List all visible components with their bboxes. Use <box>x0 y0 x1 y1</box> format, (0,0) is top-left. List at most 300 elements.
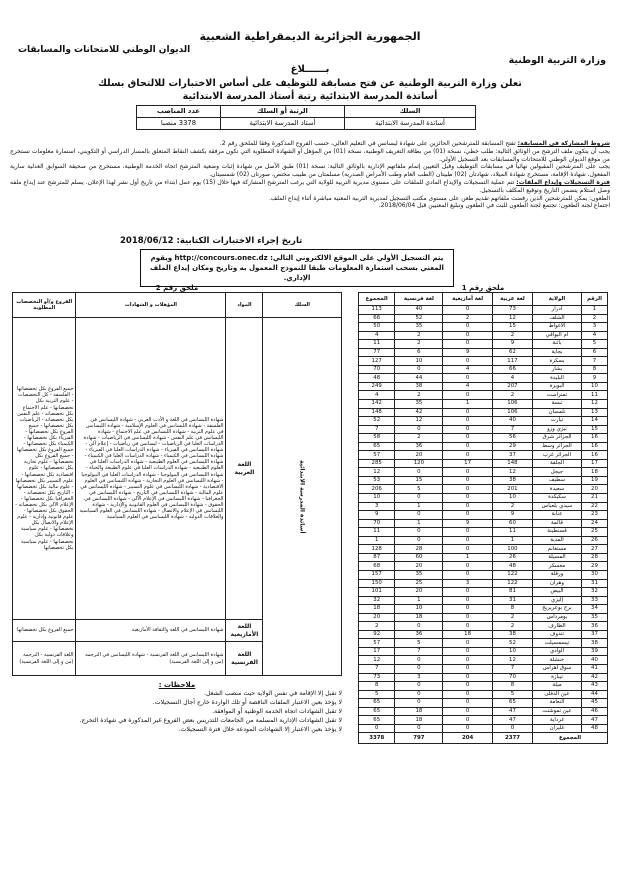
table-row <box>359 690 608 699</box>
annex2-degrees-arabic: شهادة الليسانس في اللغة و الأدب العربي - شهادة الليسانس في الفلسفة - شهادة الليسانس في العلوم الإسلامية - شهادة الليسانس في علوم التربية - شهادة الليسانس في علم الاجتماع - شهادة الليسانس في علم النفس - شهادة الليسانس في الرياضيات - شهادة الدراسات العليا في الرياضيات - ليسانس في رياضيات - إعلام آلي - شهادة الليسانس في الفيزياء - شهادة الدراسات العليا في الفيزياء - شهادة الليسانس في الكيمياء - شهادة الدراسات العليا في الكيمياء - شهادة الليسانس في العلوم الطبيعية - شهادة الدراسات العليا في العلوم الطبيعية - شهادة الدراسات العليا في علوم الطبيعة والحياة - شهادة الليسانس في البيولوجيا - شهادة الدراسات العليا في البيولوجيا - شهادة الليسانس في العلوم التجارية - شهادة الليسانس في العلوم الاقتصادية - شهادة الليسانس في علوم التسيير - شهادة الليسانس في علوم المالية - شهادة الليسانس في التاريخ - شهادة الليسانس في الجغرافيا - شهادة الليسانس في الإعلام الآلي - شهادة الليسانس في الحقوق - شهادة الليسانس في العلوم القانونية والإدارية - شهادة الليسانس في الإعلام والاتصال - شهادة الليسانس في العلوم السياسية والعلاقات الدولية - شهادة الليسانس في العلوم السياسية <box>76 318 226 620</box>
wilaya-name: بومرداس <box>533 613 582 622</box>
annex1-table <box>358 292 608 744</box>
french-count: 40 <box>395 306 443 315</box>
wilaya-name: الأغواط <box>533 323 582 332</box>
wilaya-name: تيبازة <box>533 673 582 682</box>
row-number: 46 <box>581 707 607 716</box>
registration-line2: المعني بسحب استمارة المعلومات طبقا للنموذج المعمول به وتاريخ ومكان إيداع الملف الإداري. <box>150 264 444 283</box>
row-number: 9 <box>581 374 607 383</box>
amazigh-count: 0 <box>443 690 492 699</box>
wilaya-name: تيزي وزو <box>533 425 582 434</box>
wilaya-name: سوق أهراس <box>533 664 582 673</box>
posts-header-rank: الرتبة أو السلك <box>220 106 344 118</box>
republic-header: الجمهورية الجزائرية الديمقراطية الشعبية <box>199 30 421 43</box>
arabic-count: 2 <box>492 331 532 340</box>
appeals-committee-text: اجتماع لجنة الطعون: تجتمع لجنة الطعون للبت في الطعون وتبليغ المعنيين قبل 2018/06/04. <box>378 202 610 210</box>
amazigh-count: 0 <box>443 494 492 503</box>
table-row <box>359 306 608 315</box>
french-count: 5 <box>395 485 443 494</box>
arabic-count: 26 <box>492 553 532 562</box>
table-row <box>359 340 608 349</box>
table-row <box>359 656 608 665</box>
french-count: 42 <box>395 408 443 417</box>
total-count: 8 <box>359 682 395 691</box>
table-row <box>359 511 608 520</box>
posts-count: 3378 منصبا <box>137 118 221 130</box>
posts-corps: أساتذة المدرسة الابتدائية <box>345 118 476 130</box>
annex2-subject-amazigh: اللغة الأمازيغية <box>226 620 263 642</box>
table-row <box>359 502 608 511</box>
table-row <box>359 494 608 503</box>
table-row <box>359 570 608 579</box>
announcement-title-line1: تعلن وزارة التربية الوطنية عن فتح مسابقة للتوظيف على أساس الاختبارات للالتحاق بسلك <box>98 78 522 89</box>
arabic-count: 70 <box>492 673 532 682</box>
row-number: 29 <box>581 562 607 571</box>
arabic-count: 106 <box>492 400 532 409</box>
wilaya-name: مستغانم <box>533 545 582 554</box>
table-row <box>359 519 608 528</box>
french-count: 25 <box>395 579 443 588</box>
table-row <box>359 707 608 716</box>
row-number: 34 <box>581 605 607 614</box>
amazigh-count: 4 <box>443 382 492 391</box>
wilaya-name: بشار <box>533 365 582 374</box>
wilaya-name: سيدي بلعباس <box>533 502 582 511</box>
total-count: 113 <box>359 306 395 315</box>
wilaya-name: سطيف <box>533 476 582 485</box>
annex1-header-wilaya: الولاية <box>533 293 582 306</box>
total-count: 128 <box>359 545 395 554</box>
wilaya-name: عين تموشنت <box>533 707 582 716</box>
amazigh-count: 0 <box>443 562 492 571</box>
wilaya-name: برج بوعريريج <box>533 605 582 614</box>
annex2-header-subject: المواد <box>226 293 263 318</box>
row-number: 43 <box>581 682 607 691</box>
row-number: 10 <box>581 382 607 391</box>
notes-title: ملاحظات : <box>158 681 196 689</box>
french-count: 44 <box>395 374 443 383</box>
amazigh-count: 3 <box>443 579 492 588</box>
wilaya-name: الوادي <box>533 647 582 656</box>
amazigh-count: 0 <box>443 451 492 460</box>
wilaya-name: أدرار <box>533 306 582 315</box>
announcement-heading: بــــــلاغ <box>290 64 330 75</box>
arabic-count: 52 <box>492 639 532 648</box>
wilaya-name: تمنراست <box>533 391 582 400</box>
total-count: 73 <box>359 673 395 682</box>
arabic-count: 2 <box>492 391 532 400</box>
row-number: 40 <box>581 656 607 665</box>
table-row <box>359 442 608 451</box>
note-item: لا تقبل الشهادات الإدارية المسلمة من الجامعات للتدريس بعض الفروع غير المذكورة في شهادة التخرج. <box>79 717 342 725</box>
french-count: 0 <box>395 724 443 733</box>
arabic-count: 81 <box>492 588 532 597</box>
amazigh-count: 0 <box>443 434 492 443</box>
row-number: 41 <box>581 664 607 673</box>
wilaya-name: تلمسان <box>533 408 582 417</box>
wilaya-name: سعيدة <box>533 485 582 494</box>
table-row <box>359 613 608 622</box>
amazigh-count: 9 <box>443 348 492 357</box>
note-item: لا يؤخذ بعين الاعتبار إلا الشهادات المودعة خلال فترة التسجيلات. <box>178 726 342 734</box>
wilaya-name: المسيلة <box>533 553 582 562</box>
row-number: 39 <box>581 647 607 656</box>
amazigh-count: 0 <box>443 323 492 332</box>
arabic-count: 60 <box>492 519 532 528</box>
arabic-count: 4 <box>492 374 532 383</box>
arabic-count: 8 <box>492 682 532 691</box>
table-row <box>359 716 608 725</box>
posts-rank: أستاذ المدرسة الابتدائية <box>220 118 344 130</box>
wilaya-name: المدية <box>533 536 582 545</box>
annex1-header-num: الرقم <box>581 293 607 306</box>
table-row <box>359 391 608 400</box>
french-count: 12 <box>395 417 443 426</box>
french-count: 2 <box>395 434 443 443</box>
wilaya-name: عين الدفلى <box>533 690 582 699</box>
annex1-header-french: لغة فرنسية <box>395 293 443 306</box>
note-item: لا تقبل الشهادات اتجاه الخدمة الوطنية أو الموافقة. <box>212 708 342 716</box>
wilaya-name: بسكرة <box>533 357 582 366</box>
french-count: 20 <box>395 451 443 460</box>
row-number: 45 <box>581 699 607 708</box>
row-number: 47 <box>581 716 607 725</box>
amazigh-count: 0 <box>443 306 492 315</box>
amazigh-count: 0 <box>443 545 492 554</box>
wilaya-name: البويرة <box>533 382 582 391</box>
table-row <box>359 664 608 673</box>
french-count: 18 <box>395 716 443 725</box>
french-count: 36 <box>395 630 443 639</box>
wilaya-name: تيارت <box>533 417 582 426</box>
total-count: 68 <box>359 562 395 571</box>
french-count: 35 <box>395 323 443 332</box>
arabic-count: 31 <box>492 596 532 605</box>
wilaya-name: غرداية <box>533 716 582 725</box>
arabic-count: 122 <box>492 579 532 588</box>
arabic-count: 12 <box>492 656 532 665</box>
table-row <box>359 682 608 691</box>
arabic-count: 100 <box>492 545 532 554</box>
french-count: 0 <box>395 494 443 503</box>
amazigh-count: 0 <box>443 511 492 520</box>
total-count: 142 <box>359 400 395 409</box>
arabic-count: 38 <box>492 476 532 485</box>
arabic-count: 5 <box>492 690 532 699</box>
amazigh-count: 0 <box>443 331 492 340</box>
table-row <box>359 639 608 648</box>
total-count: 0 <box>359 724 395 733</box>
arabic-count: 2 <box>492 613 532 622</box>
table-row <box>359 451 608 460</box>
table-row <box>359 459 608 468</box>
arabic-count: 37 <box>492 451 532 460</box>
final-documents-text: يجب على المترشحين المقبولين نهائيا في مسابقات التوظيف وقبل التعيين إتمام ملفاتهم الإدارية بالوثائق التالية: نسخة (01) طبق الأصل من شهادة إثبات وضعية المترشح اتجاه الخدمة الوطنية، مستخرج من صحيفة السوابق العدلية سارية المفعول، شهادة الإقامة، مستخرج شهادة الميلاد، شهادتان (02) طبيتان (الطب العام وطب الأمراض الصدرية) مسلمتان من طبيب مختص، صورتان (02) شمسيتان. <box>10 163 610 179</box>
row-number: 14 <box>581 417 607 426</box>
amazigh-count: 0 <box>443 639 492 648</box>
arabic-count: 0 <box>492 724 532 733</box>
total-count: 50 <box>359 323 395 332</box>
total-count: 52 <box>359 417 395 426</box>
total-count: 157 <box>359 570 395 579</box>
total-count: 5 <box>359 690 395 699</box>
amazigh-count: 18 <box>443 630 492 639</box>
conditions-text: تفتح المسابقة للمترشحين الحائزين على شهادة ليسانس في التعليم العالي، حسب الفروع المذكورة وفقا للملحق رقم 2. <box>219 140 516 147</box>
exam-date-label: تاريخ إجراء الاختبارات الكتابية: <box>176 236 303 246</box>
wilaya-name: وهران <box>533 579 582 588</box>
wilaya-name: البيض <box>533 588 582 597</box>
amazigh-count: 0 <box>443 570 492 579</box>
wilaya-name: الجزائر غرب <box>533 451 582 460</box>
table-row <box>359 622 608 631</box>
row-number: 24 <box>581 519 607 528</box>
arabic-count: 10 <box>492 494 532 503</box>
amazigh-count: 0 <box>443 408 492 417</box>
row-number: 1 <box>581 306 607 315</box>
french-count: 0 <box>395 528 443 537</box>
arabic-count: 73 <box>492 306 532 315</box>
annex2-branches-amazigh: جميع الفروع بكل تخصصاتها <box>13 620 76 642</box>
annex1-title: ملحق رقم 1 <box>461 284 505 292</box>
french-count: 3 <box>395 673 443 682</box>
total-count: 66 <box>359 314 395 323</box>
row-number: 32 <box>581 588 607 597</box>
total-count: 57 <box>359 639 395 648</box>
total-count: 57 <box>359 451 395 460</box>
row-number: 33 <box>581 596 607 605</box>
french-count: 18 <box>395 707 443 716</box>
wilaya-name: النعامة <box>533 699 582 708</box>
total-count: 70 <box>359 519 395 528</box>
wilaya-name: الجزائر وسط <box>533 442 582 451</box>
registration-period-title: فترة التسجيلات وإيداع الملفات: <box>516 178 610 186</box>
registration-line1: يتم التسجيل الأولي على الموقع الالكتروني التالي: http://concours.onec.dz ويقوم <box>150 254 444 262</box>
total-count: 3 <box>359 502 395 511</box>
total-label: المجموع <box>533 733 608 744</box>
posts-header-count: عدد المناصب <box>137 106 221 118</box>
row-number: 17 <box>581 459 607 468</box>
total-count: 65 <box>359 442 395 451</box>
french-count: 10 <box>395 357 443 366</box>
total-count: 4 <box>359 331 395 340</box>
row-number: 37 <box>581 630 607 639</box>
table-row <box>359 476 608 485</box>
arabic-count: 2 <box>492 502 532 511</box>
wilaya-name: أم البواقي <box>533 331 582 340</box>
annex2-header-degrees: المؤهلات و الشهادات <box>76 293 226 318</box>
table-row <box>359 314 608 323</box>
conditions-title: شروط المشاركة في المسابقة: <box>517 140 610 147</box>
total-count: 12 <box>359 656 395 665</box>
table-row <box>359 588 608 597</box>
amazigh-count: 0 <box>443 340 492 349</box>
notes-section <box>12 680 342 735</box>
amazigh-count: 2 <box>443 314 492 323</box>
ministry-name: وزارة التربية الوطنية <box>508 55 606 66</box>
arabic-count: 201 <box>492 485 532 494</box>
total-count: 65 <box>359 707 395 716</box>
french-count: 1 <box>395 519 443 528</box>
annex2-branches-french: اللغة الفرنسية - الترجمة (من و إلى اللغة الفرنسية) <box>13 642 76 676</box>
arabic-count: 7 <box>492 425 532 434</box>
row-number: 13 <box>581 408 607 417</box>
note-item: لا يؤخذ بعين الاعتبار الملفات الناقصة أو تلك الواردة خارج آجال التسجيلات. <box>152 699 342 707</box>
table-row <box>359 545 608 554</box>
annex2-corps-cell <box>263 318 342 676</box>
exam-date-value: 2018/06/12 <box>120 236 174 246</box>
annex2-header-corps: السلك <box>263 293 342 318</box>
amazigh-count: 0 <box>443 707 492 716</box>
table-row <box>359 699 608 708</box>
wilaya-name: إليزي <box>533 596 582 605</box>
arabic-count: 106 <box>492 408 532 417</box>
table-row <box>359 425 608 434</box>
annex2-corps: أساتذة المدرسة الابتدائية <box>298 459 306 534</box>
note-item: لا تقبل إلا الإقامة في نفس الولاية حيث منصب الشغل. <box>204 690 342 698</box>
annex2-degrees-french: شهادة الليسانس في اللغة الفرنسية - شهادة الليسانس في الترجمة (من و إلى اللغة الفرنسية) <box>76 642 226 676</box>
amazigh-count: 0 <box>443 656 492 665</box>
arabic-count: 65 <box>492 699 532 708</box>
table-row <box>359 647 608 656</box>
french-count: 7 <box>395 647 443 656</box>
row-number: 42 <box>581 673 607 682</box>
amazigh-count: 0 <box>443 485 492 494</box>
conditions-section <box>10 140 610 210</box>
table-row <box>359 630 608 639</box>
wilaya-name: تبسة <box>533 400 582 409</box>
wilaya-name: الجزائر شرق <box>533 434 582 443</box>
row-number: 5 <box>581 340 607 349</box>
arabic-count: 47 <box>492 716 532 725</box>
french-count: 120 <box>395 459 443 468</box>
french-count: 0 <box>395 682 443 691</box>
french-count: 0 <box>395 425 443 434</box>
french-count: 0 <box>395 365 443 374</box>
amazigh-count: 0 <box>443 622 492 631</box>
arabic-count: 148 <box>492 459 532 468</box>
arabic-count: 117 <box>492 357 532 366</box>
row-number: 23 <box>581 511 607 520</box>
arabic-count: 66 <box>492 365 532 374</box>
total-count: 18 <box>359 605 395 614</box>
total-count: 7 <box>359 664 395 673</box>
table-row <box>359 417 608 426</box>
arabic-count: 7 <box>492 664 532 673</box>
table-row <box>359 562 608 571</box>
announcement-title-line2: أساتذة المدرسة الابتدائية رتبة أستاذ المدرسة الابتدائية <box>182 91 438 102</box>
table-row <box>359 528 608 537</box>
total-count: 285 <box>359 459 395 468</box>
row-number: 44 <box>581 690 607 699</box>
arabic-count: 38 <box>492 630 532 639</box>
table-row <box>359 596 608 605</box>
amazigh-count: 0 <box>443 605 492 614</box>
arabic-count: 10 <box>492 647 532 656</box>
amazigh-count: 17 <box>443 459 492 468</box>
annex2-header-branches: الفروع و/أو التخصصات المطلوبة <box>13 293 76 318</box>
french-count: 0 <box>395 699 443 708</box>
amazigh-count: 0 <box>443 699 492 708</box>
row-number: 25 <box>581 528 607 537</box>
amazigh-count: 0 <box>443 588 492 597</box>
row-number: 27 <box>581 545 607 554</box>
total-count: 17 <box>359 647 395 656</box>
wilaya-name: ورقلة <box>533 570 582 579</box>
annex1-header-amazigh: لغة أمازيغية <box>443 293 492 306</box>
total-count: 87 <box>359 553 395 562</box>
amazigh-count: 0 <box>443 613 492 622</box>
annex2-degrees-amazigh: شهادة الليسانس في اللغة والثقافة الأمازيغية <box>76 620 226 642</box>
row-number: 18 <box>581 468 607 477</box>
arabic-count: 40 <box>492 417 532 426</box>
total-count: 150 <box>359 579 395 588</box>
wilaya-name: بجاية <box>533 348 582 357</box>
wilaya-name: جيجل <box>533 468 582 477</box>
total-count: 10 <box>359 494 395 503</box>
wilaya-name: معسكر <box>533 562 582 571</box>
french-count: 6 <box>395 348 443 357</box>
french-count: 2 <box>395 331 443 340</box>
total-count: 65 <box>359 716 395 725</box>
amazigh-count: 0 <box>443 502 492 511</box>
french-count: 1 <box>395 502 443 511</box>
row-number: 21 <box>581 494 607 503</box>
total-count: 249 <box>359 382 395 391</box>
table-row <box>359 348 608 357</box>
row-number: 16 <box>581 442 607 451</box>
total-amazigh: 204 <box>443 733 492 744</box>
row-number: 16 <box>581 451 607 460</box>
row-number: 48 <box>581 724 607 733</box>
amazigh-count: 0 <box>443 664 492 673</box>
amazigh-count: 0 <box>443 596 492 605</box>
office-name: الديوان الوطني للامتحانات والمسابقات <box>18 45 191 55</box>
row-number: 28 <box>581 553 607 562</box>
amazigh-count: 0 <box>443 374 492 383</box>
amazigh-count: 4 <box>443 365 492 374</box>
wilaya-name: الطارف <box>533 622 582 631</box>
table-row <box>359 408 608 417</box>
wilaya-name: تيسمسيلت <box>533 639 582 648</box>
amazigh-count: 1 <box>443 553 492 562</box>
total-count: 77 <box>359 348 395 357</box>
row-number: 12 <box>581 400 607 409</box>
arabic-count: 29 <box>492 442 532 451</box>
total-count: 1 <box>359 536 395 545</box>
french-count: 28 <box>395 545 443 554</box>
row-number: 22 <box>581 502 607 511</box>
arabic-count: 9 <box>492 340 532 349</box>
french-count: 38 <box>395 382 443 391</box>
total-count: 101 <box>359 588 395 597</box>
arabic-count: 122 <box>492 570 532 579</box>
wilaya-name: سكيكدة <box>533 494 582 503</box>
french-count: 60 <box>395 553 443 562</box>
arabic-count: 47 <box>492 707 532 716</box>
french-count: 1 <box>395 596 443 605</box>
exam-date-line <box>120 236 302 247</box>
wilaya-name: خنشلة <box>533 656 582 665</box>
total-count: 48 <box>359 374 395 383</box>
total-count: 206 <box>359 485 395 494</box>
arabic-count: 1 <box>492 536 532 545</box>
wilaya-name: قالمة <box>533 519 582 528</box>
row-number: 19 <box>581 476 607 485</box>
total-count: 127 <box>359 357 395 366</box>
table-row <box>359 724 608 733</box>
total-count: 9 <box>359 511 395 520</box>
row-number: 26 <box>581 536 607 545</box>
